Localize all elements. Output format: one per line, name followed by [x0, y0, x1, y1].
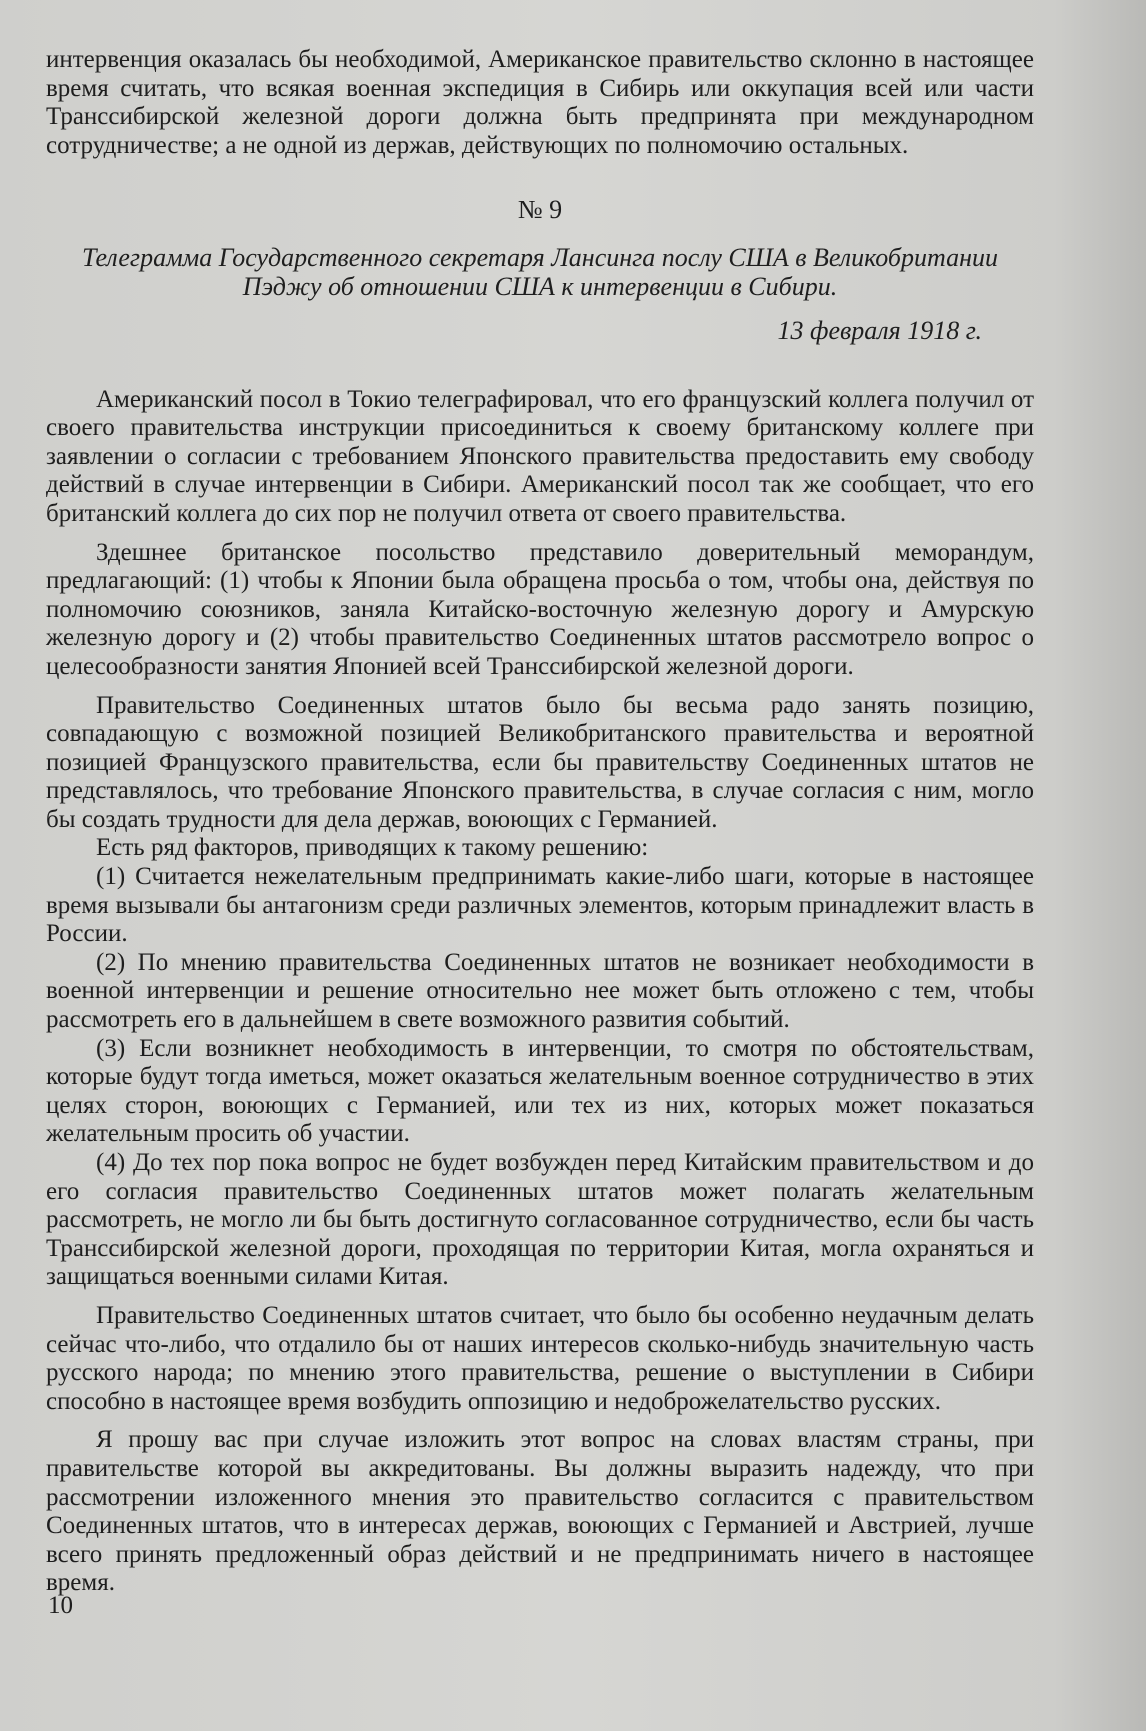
- page-number: 10: [48, 1592, 73, 1619]
- list-item: (3) Если возникнет необходимость в интервенции, то смотря по обстоятельствам, которые будут тогда иметься, может оказаться желательным военное сотрудничество в этих целях сторон, воюющих с Германией, или тех из них, которых может показаться желательным просить об участии.: [46, 1034, 1034, 1148]
- list-item: (1) Считается нежелательным предпринимать какие-либо шаги, которые в настоящее время вызывали бы антагонизм среди различных элементов, которым принадлежит власть в России.: [46, 863, 1034, 948]
- document-number: № 9: [517, 195, 563, 225]
- document-title: Телеграмма Государственного секретаря Лансинга послу США в Великобритании Пэджу об отношении США к интервенции в Сибири.: [81, 242, 998, 301]
- paragraph: Правительство Соединенных штатов считает, что было бы особенно неудачным делать сейчас что-либо, что отдалило бы от наших интересов сколько-нибудь значительную часть русского народа; по мнению этого правительства, решение о выступлении в Сибири способно в настоящее время возбудить оппозицию и недоброжелательство русских.: [46, 1301, 1034, 1415]
- paragraph: Американский посол в Токио телеграфировал, что его французский коллега получил от своего правительства инструкции присоединиться к своему британскому коллеге при заявлении о согласии с требованием Японского правительства предоставить ему свободу действий в случае интервенции в Сибири. Американский посол так же сообщает, что его британский коллега до сих пор не получил ответа от своего правительства.: [46, 385, 1034, 527]
- list-item: (4) До тех пор пока вопрос не будет возбужден перед Китайским правительством и до его согласия правительство Соединенных штатов может полагать желательным рассмотреть, не могло ли бы быть достигнуто согласованное сотрудничество, если бы часть Транссибирской железной дороги, проходящая по территории Китая, могла охраняться и защищаться военными силами Китая.: [46, 1149, 1034, 1291]
- paragraph: Я прошу вас при случае изложить этот вопрос на словах властям страны, при правительстве которой вы аккредитованы. Вы должны выразить надежду, что при рассмотрении изложенного мнения это правительство согласится с правительством Соединенных штатов, что в интересах держав, воюющих с Германией и Австрией, лучше всего принять предложенный образ действий и не предпринимать ничего в настоящее время.: [46, 1426, 1034, 1597]
- paragraph: Правительство Соединенных штатов было бы весьма радо занять позицию, совпадающую с возможной позицией Великобританского правительства и вероятной позицией Французского правительства, если бы правительству Соединенных штатов не представлялось, что требование Японского правительства, в случае согласия с ним, могло бы создать трудности для дела держав, воюющих с Германией.: [46, 691, 1034, 833]
- document-date: 13 февраля 1918 г.: [777, 315, 982, 345]
- paragraph: Здешнее британское посольство представило доверительный меморандум, предлагающий: (1) чтобы к Японии была обращена просьба о том, чтобы она, действуя по полномочию союзников, заняла Китайско-восточную железную дорогу и Амурскую железную дорогу и (2) чтобы правительство Соединенных штатов рассмотрело вопрос о целесообразности занятия Японией всей Транссибирской железной дороги.: [46, 538, 1034, 680]
- list-item: (2) По мнению правительства Соединенных штатов не возникает необходимости в военной интервенции и решение относительно нее может быть отложено с тем, чтобы рассмотреть его в дальнейшем в свете возможного развития событий.: [46, 948, 1034, 1034]
- document-body: [46, 46, 1034, 1598]
- paragraph: Есть ряд факторов, приводящих к такому решению:: [96, 834, 649, 862]
- intro-paragraph: интервенция оказалась бы необходимой, Американское правительство склонно в настоящее время считать, что всякая военная экспедиция в Сибирь или оккупация всей или части Транссибирской железной дороги должна быть предпринята при международном сотрудничестве; а не одной из держав, действующих по полномочию остальных.: [46, 46, 1034, 159]
